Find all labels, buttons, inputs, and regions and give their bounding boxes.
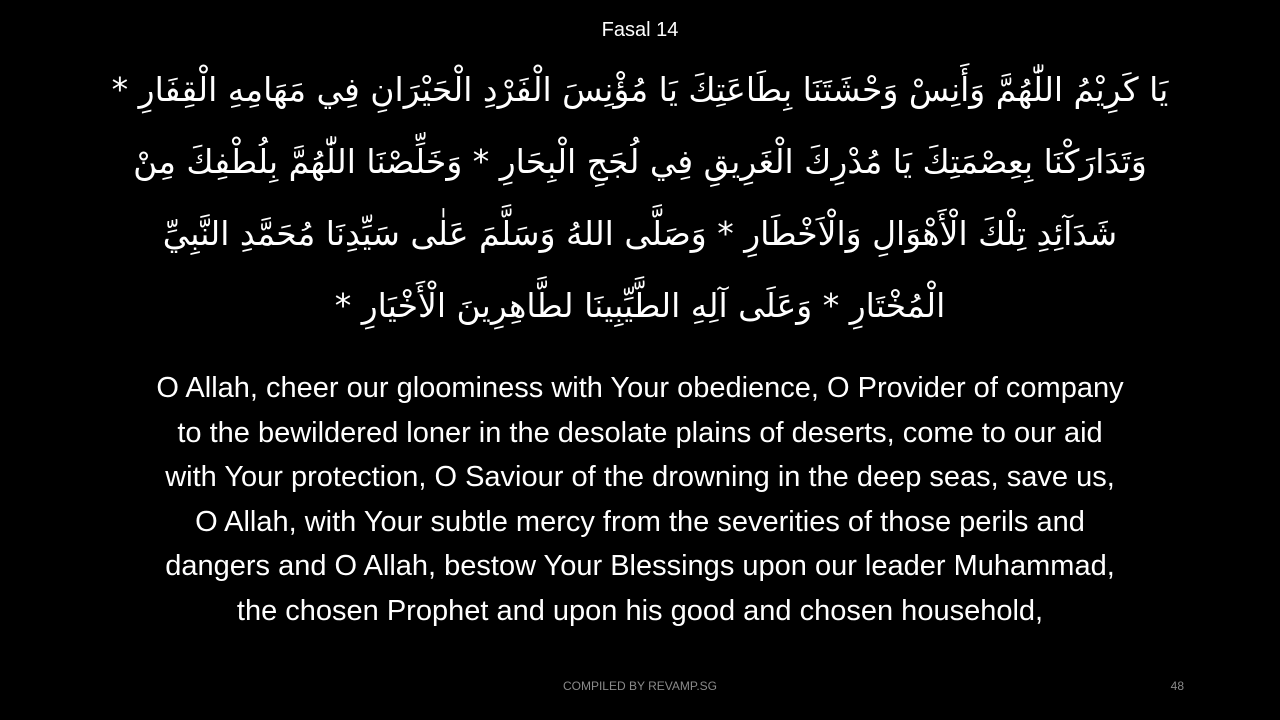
translation-line: dangers and O Allah, bestow Your Blessings upon our leader Muhammad,	[165, 550, 1115, 582]
arabic-line: شَدَآئِدِ تِلْكَ الْأَهْوَالِ وَالْاَخْطَارِ * وَصَلَّى اللهُ وَسَلَّمَ عَلٰى سَيِّدِنَا مُحَمَّدِ النَّبِيِّ	[162, 214, 1118, 253]
translation-line: the chosen Prophet and upon his good and chosen household,	[236, 594, 1044, 627]
arabic-verse	[60, 54, 1220, 342]
arabic-line: يَا كَرِيْمُ اللّٰهُمَّ وَأَنِسْ وَحْشَتَنَا بِطَاعَتِكَ يَا مُؤْنِسَ الْفَرْدِ الْحَيْرَانِ فِي مَهَامِهِ الْقِفَارِ *	[111, 70, 1169, 109]
translation-line: with Your protection, O Saviour of the drowning in the deep seas, save us,	[165, 461, 1115, 493]
footer-credit: COMPILED BY REVAMP.SG	[562, 679, 718, 693]
arabic-line: الْمُخْتَارِ * وَعَلَى آلِهِ الطَّيِّبِينَا لطَّاهِرِينَ الْأَخْيَارِ *	[334, 286, 946, 325]
translation-line: O Allah, with Your subtle mercy from the severities of those perils and	[195, 505, 1085, 538]
english-translation	[60, 366, 1220, 633]
translation-line: O Allah, cheer our gloominess with Your obedience, O Provider of company	[156, 372, 1124, 404]
translation-line: to the bewildered loner in the desolate plains of deserts, come to our aid	[177, 416, 1103, 449]
arabic-line: وَتَدَارَكْنَا بِعِصْمَتِكَ يَا مُدْرِكَ الْغَرِيقِ فِي لُجَجِ الْبِحَارِ * وَخَلِّصْنَا اللّٰهُمَّ بِلُطْفِكَ مِنْ	[133, 142, 1147, 181]
slide-number: 48	[1170, 679, 1184, 693]
slide-title: Fasal 14	[601, 19, 679, 41]
